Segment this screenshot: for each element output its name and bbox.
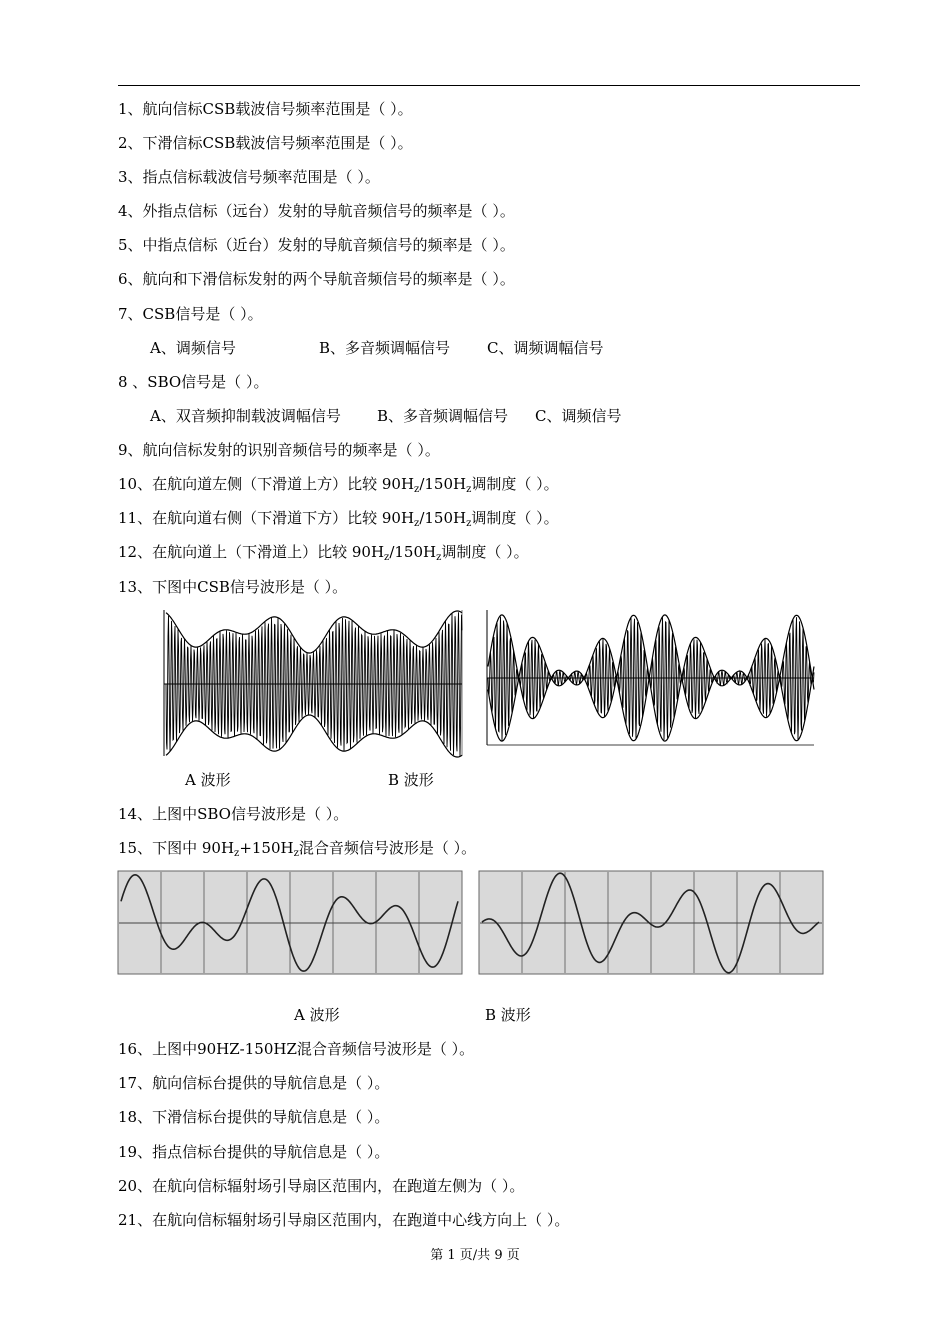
question-4: 4、外指点信标（远台）发射的导航音频信号的频率是（ ）。: [118, 202, 515, 220]
page-footer: 第 1 页/共 9 页: [430, 1248, 520, 1263]
waveform-b-sbo: [484, 608, 816, 748]
waveform-a-csb: [162, 608, 465, 758]
question-19: 19、指点信标台提供的导航信息是（ ）。: [118, 1143, 390, 1161]
csb-envelope-lower: [166, 715, 462, 757]
q8-option-b: B、多音频调幅信号: [377, 407, 509, 425]
question-10: 10、在航向道左侧（下滑道上方）比较 $90H_z/150H_z$调制度（ ）。: [118, 475, 559, 495]
question-18: 18、下滑信标台提供的导航信息是（ ）。: [118, 1108, 390, 1126]
question-16: 16、上图中90HZ-150HZ混合音频信号波形是（ ）。: [118, 1040, 475, 1058]
question-2: 2、下滑信标CSB载波信号频率范围是（ ）。: [118, 134, 413, 152]
question-13: 13、下图中CSB信号波形是（ ）。: [118, 578, 348, 596]
question-3: 3、指点信标载波信号频率范围是（ ）。: [118, 168, 380, 186]
q7-option-c: C、调频调幅信号: [487, 339, 604, 357]
question-15: 15、下图中 $90H_z+150H_z$混合音频信号波形是（ ）。: [118, 839, 477, 859]
question-9: 9、航向信标发射的识别音频信号的频率是（ ）。: [118, 441, 440, 459]
question-1: 1、航向信标CSB载波信号频率范围是（ ）。: [118, 100, 413, 118]
fig15-caption-a: A 波形: [294, 1006, 340, 1024]
q7-option-a: A、调频信号: [150, 339, 236, 357]
fig13-caption-b: B 波形: [388, 771, 434, 789]
fig13-caption-a: A 波形: [185, 771, 231, 789]
waveform-a-mix: [117, 870, 464, 976]
q7-option-b: B、多音频调幅信号: [319, 339, 451, 357]
q8-option-c: C、调频信号: [535, 407, 622, 425]
q8-option-a: A、双音频抑制载波调幅信号: [150, 407, 341, 425]
question-7: 7、CSB信号是（ ）。: [118, 305, 263, 323]
question-8: 8 、SBO信号是（ ）。: [118, 373, 269, 391]
waveform-b-mix: [478, 870, 825, 976]
fig15-caption-b: B 波形: [485, 1006, 531, 1024]
question-20: 20、在航向信标辐射场引导扇区范围内，在跑道左侧为（ ）。: [118, 1177, 525, 1195]
sbo-carrier: [488, 617, 814, 741]
question-12: 12、在航向道上（下滑道上）比较 $90H_z/150H_z$调制度（ ）。: [118, 543, 529, 563]
question-21: 21、在航向信标辐射场引导扇区范围内，在跑道中心线方向上（ ）。: [118, 1211, 570, 1229]
question-14: 14、上图中SBO信号波形是（ ）。: [118, 805, 349, 823]
question-11: 11、在航向道右侧（下滑道下方）比较 $90H_z/150H_z$调制度（ ）。: [118, 509, 559, 529]
question-17: 17、航向信标台提供的导航信息是（ ）。: [118, 1074, 390, 1092]
header-rule: [118, 85, 860, 86]
question-6: 6、航向和下滑信标发射的两个导航音频信号的频率是（ ）。: [118, 270, 515, 288]
question-5: 5、中指点信标（近台）发射的导航音频信号的频率是（ ）。: [118, 236, 515, 254]
